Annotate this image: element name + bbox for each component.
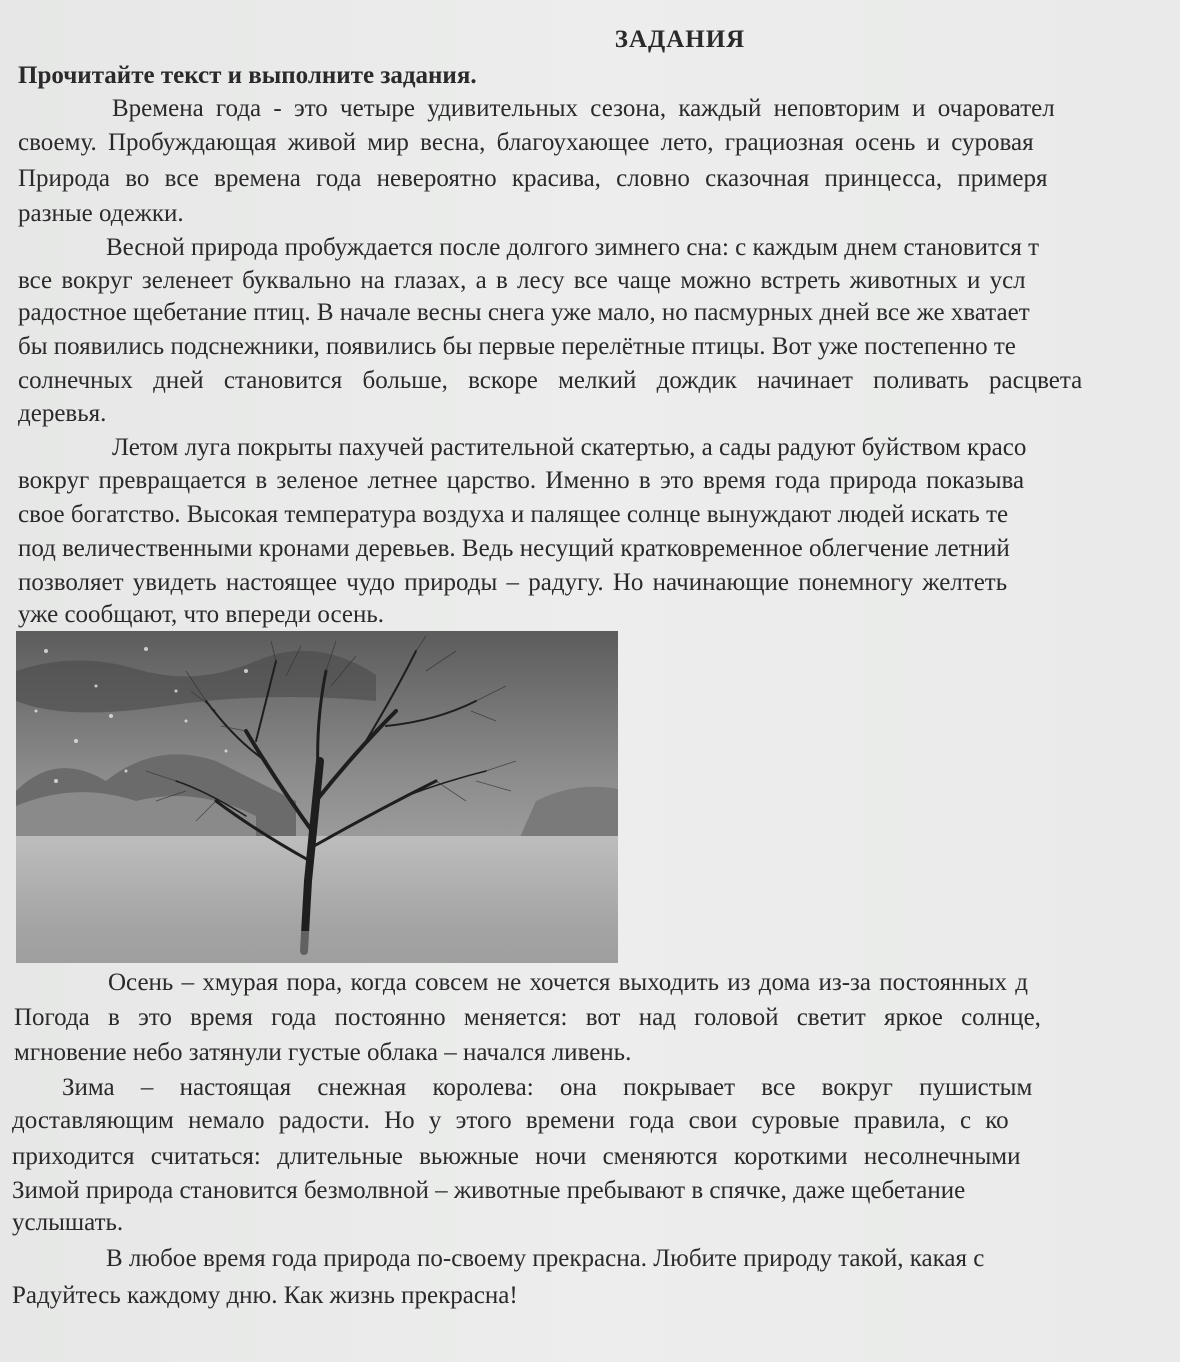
text-line: вокруг превращается в зеленое летнее царство. Именно в это время года природа показыва — [18, 467, 1025, 494]
text-line: под величественными кронами деревьев. Ведь несущий кратковременное облегчение летний — [18, 535, 1010, 562]
text-line: Зима – настоящая снежная королева: она покрывает все вокруг пушистым — [62, 1074, 1033, 1101]
bare-tree-snow-photo — [16, 631, 618, 963]
text-line: радостное щебетание птиц. В начале весны снега уже мало, но пасмурных дней все же хватает — [18, 299, 1030, 326]
text-line: солнечных дней становится больше, вскоре мелкий дождик начинает поливать расцвета — [18, 367, 1083, 394]
text-line: приходится считаться: длительные вьюжные ночи сменяются короткими несолнечными — [12, 1143, 1021, 1170]
text-line: В любое время года природа по-своему прекрасна. Любите природу такой, какая с — [106, 1245, 985, 1272]
page-title: ЗАДАНИЯ — [614, 26, 746, 53]
text-line: Времена года - это четыре удивительных сезона, каждый неповторим и очароватeл — [112, 95, 1055, 122]
text-line: свое богатство. Высокая температура воздуха и палящее солнце вынуждают людей искать те — [18, 501, 1009, 528]
text-line: мгновение небо затянули густые облака – начался ливень. — [14, 1039, 632, 1066]
text-line: Природа во все времена года невероятно красива, словно сказочная принцесса, примеря — [18, 165, 1048, 192]
text-line: доставляющим немало радости. Но у этого времени года свои суровые правила, с ко — [12, 1107, 1009, 1134]
text-line: все вокруг зеленеет буквально на глазах, а в лесу все чаще можно встреть животных и усл — [18, 267, 1026, 294]
text-line: Зимой природа становится безмолвной – животные пребывают в спячке, даже щебетание — [12, 1177, 966, 1204]
text-line: Летом луга покрыты пахучей растительной скатертью, а сады радуют буйством красо — [112, 434, 1027, 461]
text-line: уже сообщают, что впереди осень. — [18, 601, 384, 628]
text-line: Погода в это время года постоянно меняется: вот над головой светит яркое солнце, — [14, 1004, 1041, 1031]
text-line: позволяет увидеть настоящее чудо природы – радугу. Но начинающие понемногу желтеть — [18, 569, 1008, 596]
text-line: услышать. — [12, 1209, 124, 1236]
text-line: Радуйтесь каждому дню. Как жизнь прекрасна! — [12, 1282, 518, 1309]
text-line: деревья. — [18, 400, 107, 427]
text-line: Осень – хмурая пора, когда совсем не хочется выходить из дома из-за постоянных д — [108, 969, 1029, 996]
text-line: бы появились подснежники, появились бы первые перелётные птицы. Вот уже постепенно те — [18, 333, 1016, 360]
instruction-text: Прочитайте текст и выполните задания. — [18, 62, 477, 89]
text-line: разные одежки. — [18, 200, 184, 227]
text-line: Весной природа пробуждается после долгого зимнего сна: с каждым днем становится т — [106, 234, 1039, 261]
text-line: своему. Пробуждающая живой мир весна, благоухающее лето, грациозная осень и суровая — [18, 129, 1034, 156]
